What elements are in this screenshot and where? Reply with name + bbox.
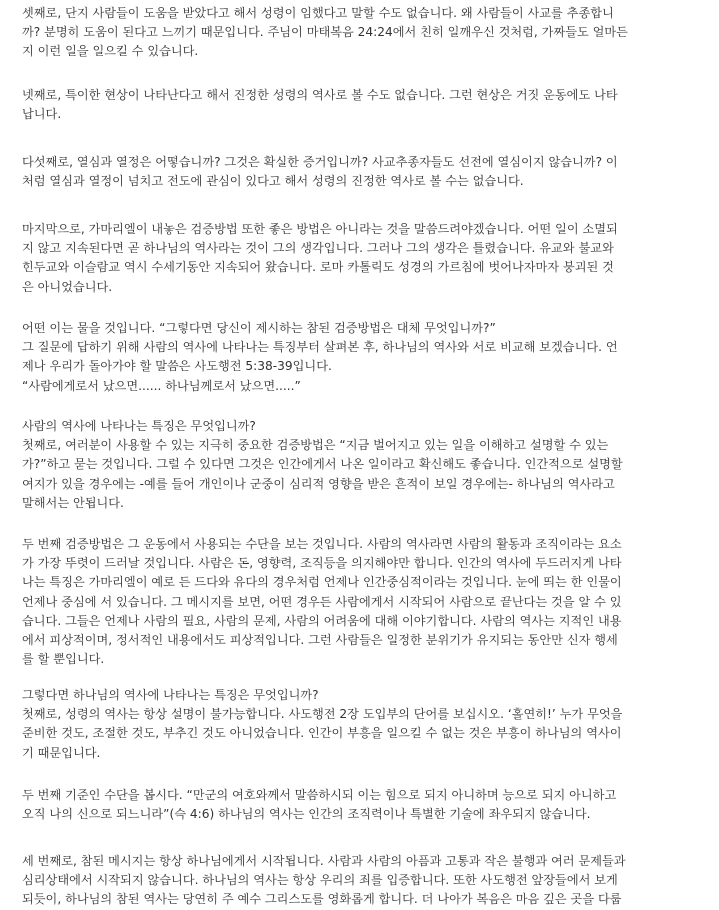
text-line: 를 할 뿐입니다. [22, 652, 105, 667]
text-line: 두 번째 기준인 수단을 봅시다. “만군의 여호와께서 말씀하시되 이는 힘으로 되지 아니하며 능으로 되지 아니하고 [22, 788, 617, 802]
text-line: 힌두교와 이슬람교 역시 수세기동안 지속되어 왔습니다. 로마 카톨릭도 성경의 가르침에 벗어나자마자 붕괴된 것 [22, 260, 614, 275]
paragraph [22, 417, 623, 513]
text-line: 제나 우리가 돌아가야 할 말씀은 사도행전 5:38-39입니다. [22, 359, 332, 374]
text-line: 지 않고 지속된다면 곧 하나님의 역사라는 것이 그의 생각입니다. 그러나 그의 생각은 틀렸습니다. 유교와 불교와 [22, 241, 614, 256]
paragraph [22, 86, 618, 124]
text-line: 처럼 열심과 열정이 넘치고 전도에 관심이 있다고 해서 성령의 진정한 역사로 볼 수는 없습니다. [22, 174, 524, 189]
text-line: 여지가 있을 경우에는 -예를 들어 개인이나 군중이 심리적 영향을 받은 흔적이 보일 경우에는- 하나님의 역사라고 [22, 476, 615, 491]
paragraph [22, 786, 616, 824]
text-line: 첫째로, 성령의 역사는 항상 설명이 불가능합니다. 사도행전 2장 도입부의 단어를 보십시오. ‘홀연히!’ 누가 무엇을 [22, 707, 623, 722]
paragraph [22, 686, 622, 763]
text-line: 지 이런 일을 일으킬 수 있습니다. [22, 44, 199, 59]
text-line: 마지막으로, 가마리엘이 내놓은 검증방법 또한 좋은 방법은 아니라는 것을 말씀드려야겠습니다. 어떤 일이 소멸되 [22, 222, 618, 236]
text-line: 까? 분명히 도움이 된다고 느끼기 때문입니다. 주님이 마태복음 24:24에서 친히 일깨우신 것처럼, 가짜들도 얼마든 [22, 25, 628, 40]
text-line: “사람에게로서 났으면...... 하나님께로서 났으면.....” [22, 378, 301, 393]
text-line: 두 번째 검증방법은 그 운동에서 사용되는 수단을 보는 것입니다. 사람의 역사라면 사람의 활동과 조직이라는 요소 [22, 537, 622, 551]
paragraph [22, 319, 618, 396]
text-line: 사람의 역사에 나타나는 특징은 무엇입니까? [22, 419, 256, 433]
text-line: 언제나 중심에 서 있습니다. 그 메시지를 보면, 어떤 경우든 사람에게서 시작되어 사람으로 끝난다는 것을 알 수 있 [22, 594, 622, 609]
text-line: 납니다. [22, 107, 62, 122]
text-line: 은 아니었습니다. [22, 279, 113, 294]
text-line: 에서 피상적이며, 정서적인 내용에서도 피상적입니다. 그런 사람들은 일정한 분위기가 유지되는 동안만 신자 행세 [22, 633, 618, 648]
text-line: 그 질문에 답하기 위해 사람의 역사에 나타나는 특징부터 살펴본 후, 하나님의 역사와 서로 비교해 보겠습니다. 언 [22, 340, 618, 355]
text-line: 나는 특징은 가마리엘이 예로 든 드다와 유다의 경우처럼 언제나 인간중심적이라는 것입니다. 눈에 띄는 한 인물이 [22, 575, 622, 590]
text-line: 준비한 것도, 조절한 것도, 부추긴 것도 아니었습니다. 인간이 부흥을 일으킬 수 없는 것은 부흥이 하나님의 역사이 [22, 726, 622, 741]
paragraph [22, 220, 618, 297]
text-line: 가?”하고 묻는 것입니다. 그럴 수 있다면 그것은 인간에게서 나온 일이라고 확신해도 좋습니다. 인간적으로 설명할 [22, 457, 623, 472]
paragraph [22, 852, 626, 910]
text-line: 가 가장 뚜렷이 드러날 것입니다. 사람은 돈, 영향력, 조직등을 의지해야만 합니다. 인간의 역사에 두드러지게 나타 [22, 556, 622, 571]
text-line: 습니다. 그들은 언제나 사람의 필요, 사람의 문제, 사람의 어려움에 대해 이야기합니다. 사람의 역사는 지적인 내용 [22, 613, 622, 628]
text-line: 세 번째로, 참된 메시지는 항상 하나님에게서 시작됩니다. 사람과 사람의 아픔과 고통과 작은 불행과 여러 문제들과 [22, 854, 626, 868]
text-line: 넷째로, 특이한 현상이 나타난다고 해서 진정한 성령의 역사로 볼 수도 없습니다. 그런 현상은 거짓 운동에도 나타 [22, 88, 618, 102]
paragraph [22, 535, 622, 669]
text-line: 첫째로, 여러분이 사용할 수 있는 지극히 중요한 검증방법은 “지금 벌어지고 있는 일을 이해하고 설명할 수 있는 [22, 438, 609, 453]
text-line: 셋째로, 단지 사람들이 도움을 받았다고 해서 성령이 임했다고 말할 수도 없습니다. 왜 사람들이 사교를 추종합니 [22, 6, 614, 20]
paragraph [22, 153, 618, 191]
text-line: 기 때문입니다. [22, 745, 101, 760]
paragraph [22, 4, 628, 62]
text-line: 말해서는 안됩니다. [22, 495, 124, 510]
text-line: 그렇다면 하나님의 역사에 나타나는 특징은 무엇입니까? [22, 688, 319, 702]
text-line: 다섯째로, 열심과 열정은 어떻습니까? 그것은 확실한 증거입니까? 사교추종자들도 선전에 열심이지 않습니까? 이 [22, 155, 618, 169]
text-line: 어떤 이는 물을 것입니다. “그렇다면 당신이 제시하는 참된 검증방법은 대체 무엇입니까?” [22, 321, 496, 335]
text-line: 심리상태에서 시작되지 않습니다. 하나님의 역사는 항상 우리의 죄를 입증합니다. 또한 사도행전 앞장들에서 보게 [22, 873, 618, 888]
text-line: 오직 나의 신으로 되느니라”(슥 4:6) 하나님의 역사는 인간의 조직력이나 특별한 기술에 좌우되지 않습니다. [22, 807, 591, 822]
text-line: 되듯이, 하나님의 참된 역사는 당연히 주 예수 그리스도를 영화롭게 합니다. 더 나아가 복음은 마음 깊은 곳을 다룹 [22, 892, 622, 907]
